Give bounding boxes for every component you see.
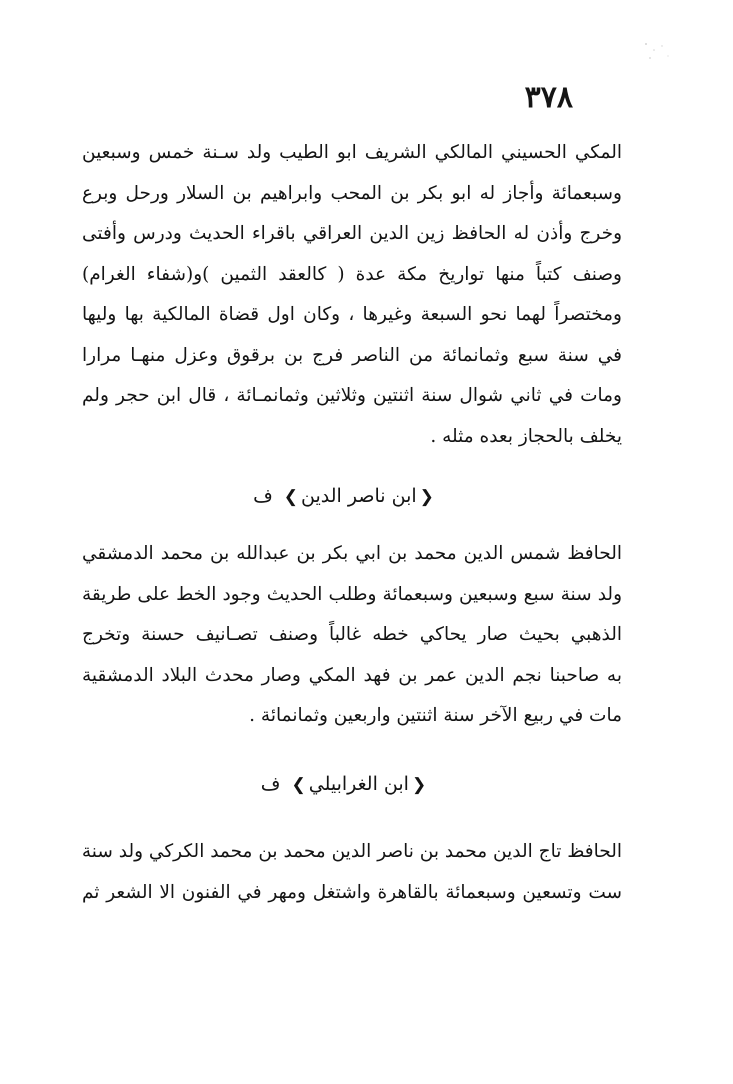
text-line: ومات في ثاني شوال سنة اثنتين وثلاثين وثمانمـائة ، قال ابن حجر ولم bbox=[82, 385, 622, 406]
text-line: وصنف كتباً منها تواريخ مكة عدة ( كالعقد الثمين )و(شفاء الغرام) bbox=[82, 263, 622, 285]
entry-title: ابن ناصر الدين bbox=[301, 485, 417, 507]
ornament-close-icon: ❯ bbox=[291, 775, 306, 795]
entry-paragraph-2 bbox=[82, 534, 622, 737]
page-number: ٣٧٨ bbox=[524, 80, 573, 115]
ornament-open-icon: ❮ bbox=[419, 487, 434, 507]
text-line: يخلف بالحجاز بعده مثله . bbox=[430, 425, 622, 447]
text-line: الحافظ تاج الدين محمد بن ناصر الدين محمد بن محمد الكركي ولد سنة bbox=[81, 841, 622, 862]
scan-speck bbox=[640, 38, 680, 68]
text-line: مات في ربيع الآخر سنة اثنتين واربعين وثمانمائة . bbox=[249, 705, 622, 726]
text-line: ست وتسعين وسبعمائة بالقاهرة واشتغل ومهر في الفنون الا الشعر ثم bbox=[82, 881, 622, 903]
entry-marker: ف bbox=[260, 773, 281, 795]
text-line: ومختصراً لهما نحو السبعة وغيرها ، وكان اول قضاة المالكية بها وليها bbox=[82, 304, 622, 325]
text-line: الحافظ شمس الدين محمد بن ابي بكر بن عبدالله بن محمد الدمشقي bbox=[82, 543, 622, 564]
text-line: الذهبي بحيث صار يحاكي خطه غالباً وصنف تصـانيف حسنة وتخرج bbox=[82, 624, 622, 645]
entry-heading-ibn-al-gharabili bbox=[180, 764, 510, 805]
entry-marker: ف bbox=[253, 485, 273, 507]
entry-title: ابن الغرابيلي bbox=[308, 773, 409, 795]
ornament-open-icon: ❮ bbox=[411, 775, 427, 795]
ornament-close-icon: ❯ bbox=[283, 487, 299, 507]
entry-paragraph-3 bbox=[82, 832, 622, 913]
text-line: وخرج وأذن له الحافظ زين الدين العراقي باقراء الحديث ودرس وأفتى bbox=[82, 223, 622, 244]
text-line: وسبعمائة وأجاز له ابو بكر بن المحب وابراهيم بن السلار ورحل وبرع bbox=[82, 182, 622, 204]
text-line: في سنة سبع وثمانمائة من الناصر فرج بن برقوق وعزل منهـا مرارا bbox=[82, 344, 622, 366]
text-line: ولد سنة سبع وسبعين وسبعمائة وطلب الحديث وجود الخط على طريقة bbox=[82, 583, 622, 605]
text-line: به صاحبنا نجم الدين عمر بن فهد المكي وصار محدث البلاد الدمشقية bbox=[82, 664, 622, 686]
text-line: المكي الحسيني المالكي الشريف ابو الطيب ولد سـنة خمس وسبعين bbox=[82, 142, 622, 163]
entry-heading-ibn-nasir-al-din bbox=[180, 476, 510, 517]
entry-paragraph-1 bbox=[82, 133, 622, 457]
